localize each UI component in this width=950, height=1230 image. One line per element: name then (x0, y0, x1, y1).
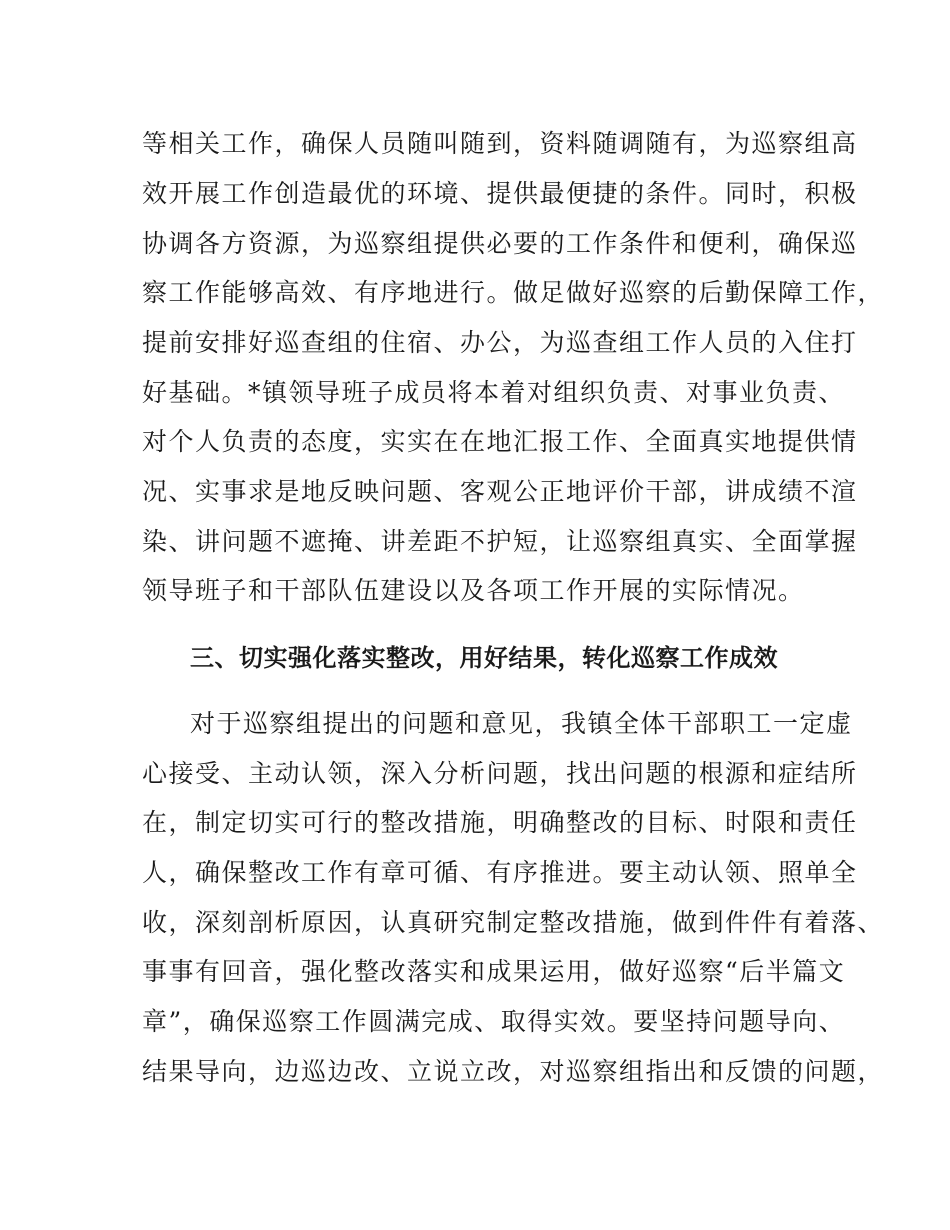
paragraph-line: 提前安排好巡查组的住宿、办公，为巡查组工作人员的入住打 (142, 328, 858, 357)
paragraph-line: 好基础。*镇领导班子成员将本着对组织负责、对事业负责、 (142, 378, 846, 407)
paragraph-line: 结果导向，边巡边改、立说立改，对巡察组指出和反馈的问题， (142, 1057, 885, 1086)
paragraph-line: 协调各方资源，为巡察组提供必要的工作条件和便利，确保巡 (142, 229, 858, 258)
paragraph-line: 效开展工作创造最优的环境、提供最便捷的条件。同时，积极 (142, 179, 858, 208)
paragraph-line: 等相关工作，确保人员随叫随到，资料随调随有，为巡察组高 (142, 129, 858, 158)
paragraph-line: 对于巡察组提出的问题和意见，我镇全体干部职工一定虚 (190, 709, 853, 738)
paragraph-line: 心接受、主动认领，深入分析问题，找出问题的根源和症结所 (142, 759, 858, 788)
paragraph-line: 况、实事求是地反映问题、客观公正地评价干部，讲成绩不渲 (142, 477, 858, 506)
paragraph-line: 在，制定切实可行的整改措施，明确整改的目标、时限和责任 (142, 808, 858, 837)
paragraph-line: 收，深刻剖析原因，认真研究制定整改措施，做到件件有着落、 (142, 908, 885, 937)
paragraph-line: 事事有回音，强化整改落实和成果运用，做好巡察“后半篇文 (142, 957, 846, 986)
paragraph-line: 领导班子和干部队伍建设以及各项工作开展的实际情况。 (142, 576, 805, 605)
paragraph-line: 对个人负责的态度，实实在在地汇报工作、全面真实地提供情 (142, 427, 858, 456)
section-heading: 三、切实强化落实整改，用好结果，转化巡察工作成效 (190, 644, 778, 672)
paragraph-line: 察工作能够高效、有序地进行。做足做好巡察的后勤保障工作， (142, 278, 885, 307)
paragraph-line: 章”，确保巡察工作圆满完成、取得实效。要坚持问题导向、 (142, 1007, 846, 1036)
paragraph-line: 人，确保整改工作有章可循、有序推进。要主动认领、照单全 (142, 858, 858, 887)
paragraph-line: 染、讲问题不遮掩、讲差距不护短，让巡察组真实、全面掌握 (142, 527, 858, 556)
